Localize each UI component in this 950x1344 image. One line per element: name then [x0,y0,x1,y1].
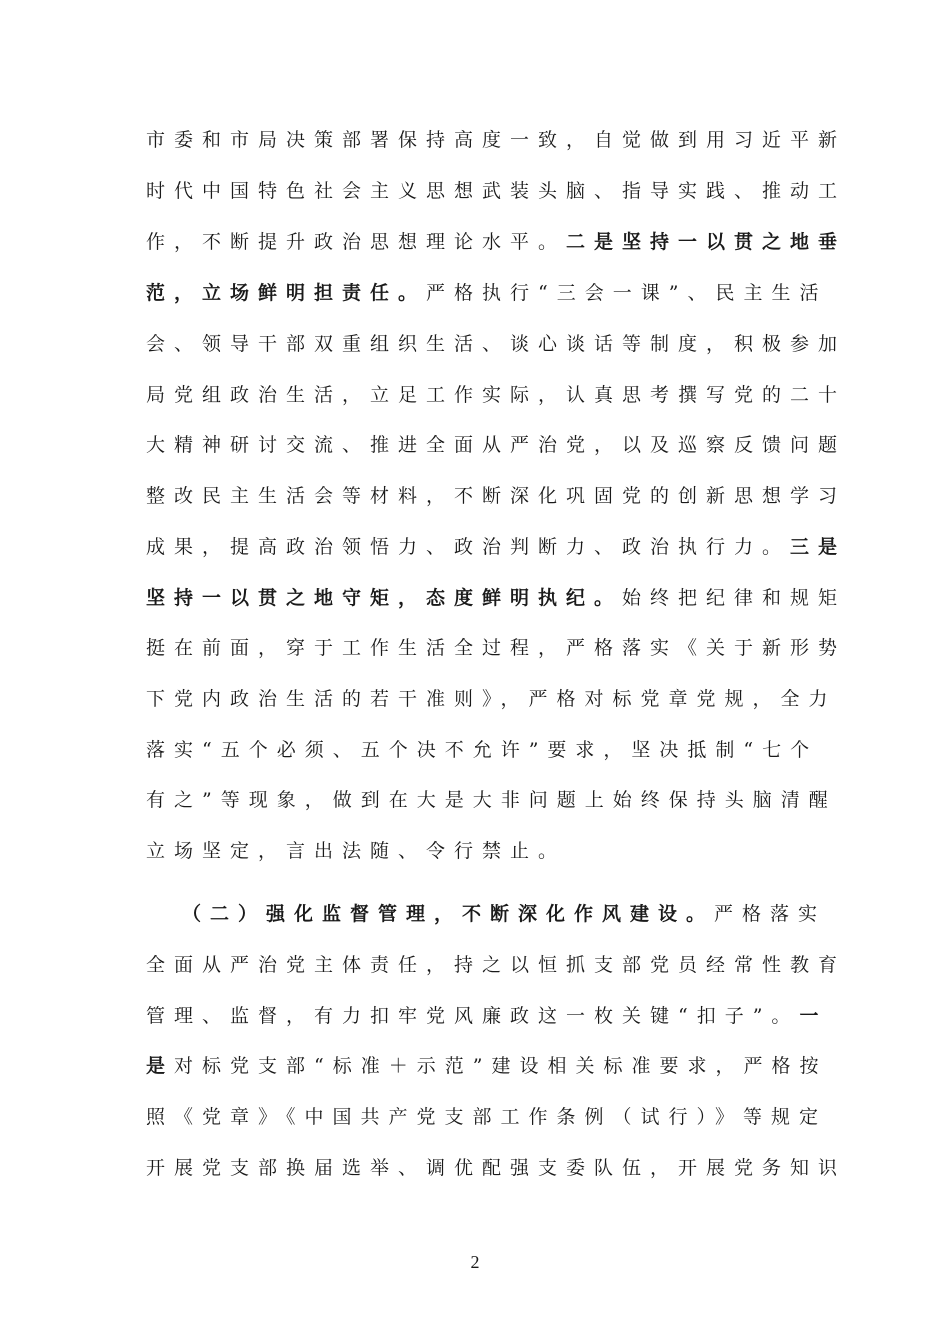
body-line: 时代中国特色社会主义思想武装头脑、指导实践、推动工 [146,180,847,202]
body-line: 坚持一以贯之地守矩，态度鲜明执纪。始终把纪律和规矩 [146,587,847,609]
body-line: 落实“五个必须、五个决不允许”要求，坚决抵制“七个 [146,739,819,761]
bold-heading: 二是坚持一以贯之地垂 [566,231,847,253]
bold-heading: 是 [146,1055,175,1077]
bold-heading: 范，立场鲜明担责任。 [146,282,427,304]
body-line: 开展党支部换届选举、调优配强支委队伍，开展党务知识 [146,1157,847,1179]
page-number: 2 [470,1252,480,1272]
section-heading: （二）强化监督管理，不断深化作风建设。 [182,903,715,925]
body-line: 局党组政治生活，立足工作实际，认真思考撰写党的二十 [146,384,847,406]
body-line: 作，不断提升政治思想理论水平。二是坚持一以贯之地垂 [146,231,847,253]
body-line: 成果，提高政治领悟力、政治判断力、政治执行力。三是 [146,536,847,558]
section-heading-line: （二）强化监督管理，不断深化作风建设。严格落实 [182,903,827,925]
bold-heading: 三是 [790,536,847,558]
body-line: 市委和市局决策部署保持高度一致，自觉做到用习近平新 [146,129,847,151]
body-line: 整改民主生活会等材料，不断深化巩固党的创新思想学习 [146,485,847,507]
body-line: 管理、监督，有力扣牢党风廉政这一枚关键“扣子”。一 [146,1005,828,1027]
bold-heading: 坚持一以贯之地守矩，态度鲜明执纪。 [146,587,623,609]
body-line: 全面从严治党主体责任，持之以恒抓支部党员经常性教育 [146,954,847,976]
body-line: 会、领导干部双重组织生活、谈心谈话等制度，积极参加 [146,333,847,355]
body-line: 是对标党支部“标准＋示范”建设相关标准要求，严格按 [146,1055,828,1077]
body-line: 挺在前面，穿于工作生活全过程，严格落实《关于新形势 [146,637,847,659]
body-line: 立场坚定，言出法随、令行禁止。 [146,840,567,862]
body-line: 下党内政治生活的若干准则》，严格对标党章党规，全力 [146,688,837,710]
body-line: 照《党章》《中国共产党支部工作条例（试行）》等规定 [146,1106,828,1128]
body-line: 有之”等现象，做到在大是大非问题上始终保持头脑清醒 [146,789,837,811]
bold-heading: 一 [799,1005,828,1027]
body-line: 大精神研讨交流、推进全面从严治党，以及巡察反馈问题 [146,434,847,456]
body-line: 范，立场鲜明担责任。严格执行“三会一课”、民主生活 [146,282,828,304]
